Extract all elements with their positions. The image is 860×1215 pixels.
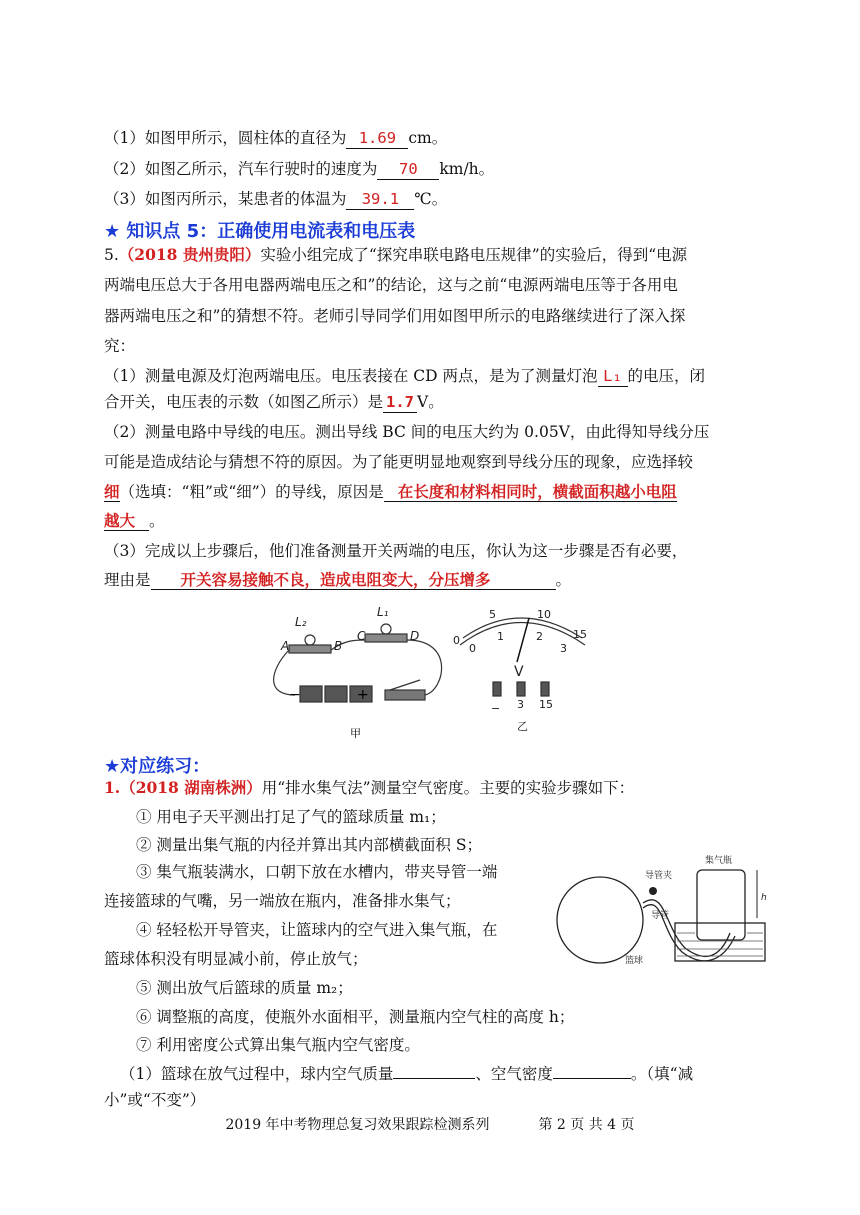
measure-q3: （3）如图丙所示，某患者的体温为 39.1 ℃。 <box>104 190 448 208</box>
label-v: V <box>514 664 524 680</box>
q5-part1-line2: 合开关，电压表的示数（如图乙所示）是 1.7 V。 <box>104 393 444 411</box>
answer-blank: 细 <box>104 482 120 501</box>
q5-part2-line2: 可能是造成结论与猜想不符的原因。为了能更明显地观察到导线分压的现象，应选择较 <box>104 453 694 471</box>
gas-collection-figure <box>555 848 775 973</box>
measure-q2: （2）如图乙所示，汽车行驶时的速度为 70 km/h。 <box>104 160 495 178</box>
answer-blank: 在长度和材料相同时，横截面积越小电阻 <box>384 482 677 502</box>
step-6: ⑥ 调整瓶的高度，使瓶外水面相平，测量瓶内空气柱的高度 h； <box>136 1008 575 1026</box>
q5-part3-line2: 理由是 开关容易接触不良，造成电阻变大，分压增多 。 <box>104 570 572 589</box>
voltmeter-diagram-yi <box>460 618 585 696</box>
label-clip: 导管夹 <box>645 871 673 881</box>
label-tube: 导管 <box>651 911 670 921</box>
label-l1: L₁ <box>377 605 389 619</box>
q5-line-1: 5.（2018 贵州贵阳）实验小组完成了“探究串联电路电压规律”的实验后，得到“电源 <box>104 245 688 264</box>
question-source: （2018 贵州贵阳） <box>118 245 261 264</box>
practice-q1-intro: 1.（2018 湖南株洲）用“排水集气法”测量空气密度。主要的实验步骤如下： <box>104 778 635 797</box>
q5-part3-line1: （3）完成以上步骤后，他们准备测量开关两端的电压，你认为这一步骤是否有必要， <box>104 542 688 560</box>
practice-heading: ★对应练习： <box>104 756 211 777</box>
step-3-line1: ③ 集气瓶装满水，口朝下放在水槽内，带夹导管一端 <box>136 863 498 881</box>
scale-top-10: 10 <box>537 608 551 621</box>
answer-blank: L₁ <box>598 366 628 387</box>
page-footer <box>0 1114 860 1134</box>
answer-blank: 1.7 <box>383 392 417 413</box>
q5-line-3: 器两端电压之和”的猜想不符。老师引导同学们用如图甲所示的电路继续进行了深入探 <box>104 307 686 325</box>
footer-series: 2019 年中考物理总复习效果跟踪检测系列 <box>225 1117 490 1133</box>
answer-blank <box>393 1078 475 1079</box>
step-2: ② 测量出集气瓶的内径并算出其内部横截面积 S； <box>136 836 482 854</box>
scale-bottom-0: 0 <box>469 642 476 655</box>
step-4-line1: ④ 轻轻松开导管夹，让篮球内的空气进入集气瓶，在 <box>136 921 498 939</box>
step-3-line2: 连接篮球的气嘴，另一端放在瓶内，准备排水集气； <box>104 892 461 910</box>
label-d: D <box>410 629 420 643</box>
answer-blank: 1.69 <box>346 128 408 149</box>
basketball-shape <box>557 877 643 963</box>
label-minus: − <box>289 687 301 703</box>
scale-top-0: 0 <box>453 634 460 647</box>
bottle-shape <box>697 870 745 940</box>
step-7: ⑦ 利用密度公式算出集气瓶内空气密度。 <box>136 1036 420 1054</box>
circuit-figure <box>255 600 615 750</box>
scale-top-15: 15 <box>573 628 587 641</box>
answer-blank: 39.1 <box>346 189 414 210</box>
label-b: B <box>334 639 343 653</box>
q5-line-2: 两端电压总大于各用电器两端电压之和”的结论，这与之前“电源两端电压等于各用电 <box>104 276 678 294</box>
step-5: ⑤ 测出放气后篮球的质量 m₂； <box>136 979 353 997</box>
label-l2: L₂ <box>295 615 307 629</box>
label-yi: 乙 <box>517 720 528 733</box>
answer-blank <box>553 1078 631 1079</box>
scale-bottom-2: 2 <box>536 630 543 643</box>
label-c: C <box>357 629 366 643</box>
terminal-15: 15 <box>539 698 553 711</box>
answer-blank: 越大 <box>104 511 149 531</box>
q5-part1-line1: （1）测量电源及灯泡两端电压。电压表接在 CD 两点，是为了测量灯泡 L₁ 的电压，闭 <box>104 367 706 385</box>
answer-blank: 70 <box>377 159 439 180</box>
label-h: h <box>761 893 767 903</box>
q5-line-4: 究： <box>104 337 136 355</box>
label-jia: 甲 <box>350 727 361 740</box>
clip-shape <box>649 887 657 895</box>
label-a: A <box>281 639 290 653</box>
scale-bottom-1: 1 <box>497 630 504 643</box>
label-plus: + <box>357 687 369 703</box>
step-4-line2: 篮球体积没有明显减小前，停止放气； <box>104 950 368 968</box>
q5-part2-line1: （2）测量电路中导线的电压。测出导线 BC 间的电压大约为 0.05V，由此得知导线分压 <box>104 423 710 441</box>
step-1: ① 用电子天平测出打足了气的篮球质量 m₁； <box>136 808 446 826</box>
label-bottle: 集气瓶 <box>705 856 733 866</box>
scale-top-5: 5 <box>489 608 496 621</box>
answer-blank: 开关容易接触不良，造成电阻变大，分压增多 <box>151 570 556 590</box>
terminal-minus: − <box>491 702 501 715</box>
practice-q1-sub1: （1）篮球在放气过程中，球内空气质量 、空气密度 。（填“减 <box>120 1065 694 1083</box>
label-ball: 篮球 <box>625 956 644 966</box>
practice-q1-sub1-cont: 小”或“不变”） <box>104 1091 206 1109</box>
q5-part2-line3: 细（选填：“粗”或“细”）的导线，原因是 在长度和材料相同时，横截面积越小电阻 <box>104 482 677 501</box>
terminal-3: 3 <box>517 698 524 711</box>
q5-part2-line4: 越大 。 <box>104 511 165 530</box>
scale-bottom-3: 3 <box>560 642 567 655</box>
measure-q1: （1）如图甲所示，圆柱体的直径为 1.69 cm。 <box>104 129 448 147</box>
section-heading: ★ 知识点 5：正确使用电流表和电压表 <box>104 221 416 242</box>
footer-page: 第 2 页 共 4 页 <box>538 1117 635 1133</box>
tube-shape <box>643 900 730 957</box>
question-source: （2018 湖南株洲） <box>120 778 262 797</box>
